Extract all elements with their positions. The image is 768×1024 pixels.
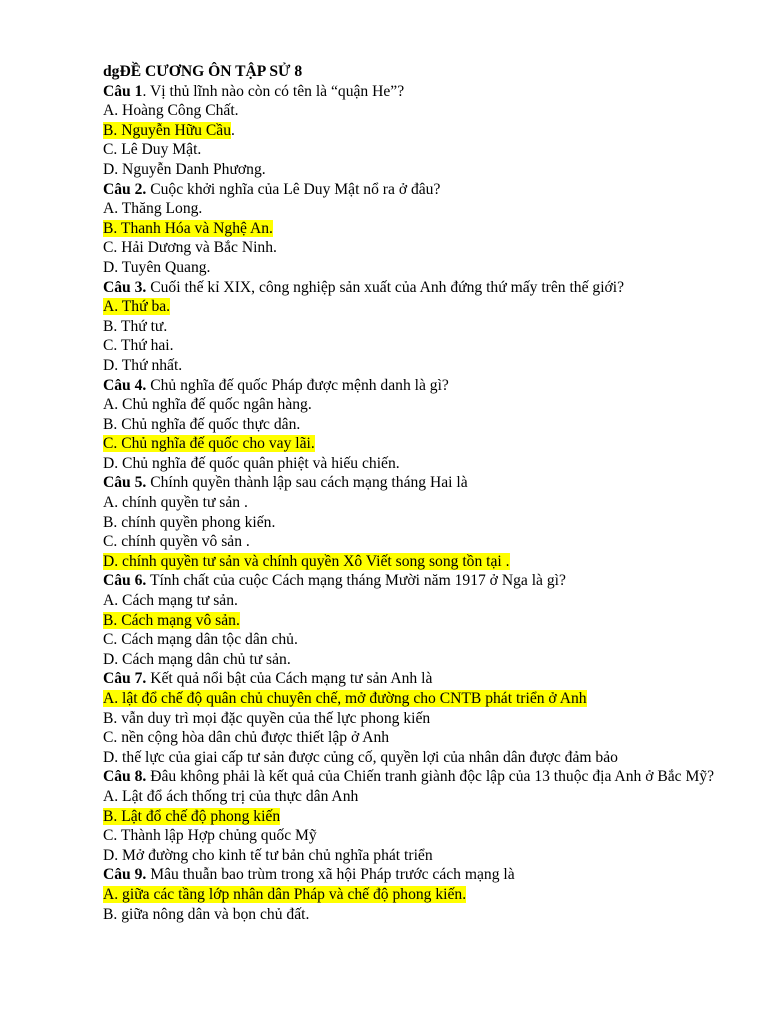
question-6: [103, 571, 733, 591]
option-c: C. nền cộng hòa dân chủ được thiết lập ở Anh: [103, 729, 390, 747]
option-b: B. vẫn duy trì mọi đặc quyền của thế lực phong kiến: [103, 709, 431, 727]
option-c: C. Cách mạng dân tộc dân chủ.: [103, 631, 298, 649]
question-3: [103, 278, 733, 298]
question-number: Câu 2.: [103, 180, 147, 198]
option-d: D. Tuyên Quang.: [103, 258, 211, 276]
highlighted-answer: A. lật đổ chế độ quân chủ chuyên chế, mở đường cho CNTB phát triển ở Anh: [103, 690, 587, 707]
option-a: A. Lật đổ ách thống trị của thực dân Anh: [103, 787, 359, 805]
option-suffix: .: [231, 121, 235, 139]
option-c: C. chính quyền vô sản .: [103, 533, 250, 551]
option-d: D. Thứ nhất.: [103, 356, 183, 374]
option-d: D. Nguyễn Danh Phương.: [103, 160, 266, 178]
question-4: [103, 376, 733, 396]
document-page: [103, 62, 733, 924]
option-a: [103, 689, 733, 709]
option-d: D. Mở đường cho kinh tế tư bản chủ nghĩa phát triển: [103, 846, 433, 864]
question-5: [103, 473, 733, 493]
option-a: [103, 297, 733, 317]
highlighted-answer: A. giữa các tầng lớp nhân dân Pháp và chế độ phong kiến.: [103, 885, 467, 903]
question-number: Câu 3.: [103, 278, 147, 296]
option-a: A. Hoàng Công Chất.: [103, 102, 239, 120]
option-c: [103, 434, 733, 454]
question-text: Tính chất của cuộc Cách mạng tháng Mười năm 1917 ở Nga là gì?: [146, 572, 566, 590]
option-c: C. Thành lập Hợp chủng quốc Mỹ: [103, 827, 317, 845]
question-text: Đâu không phải là kết quả của Chiến tranh giành độc lập của 13 thuộc địa Anh ở Bắc Mỹ?: [146, 768, 715, 786]
question-number: Câu 1: [103, 82, 143, 100]
option-b: [103, 219, 733, 239]
document-title: dgĐỀ CƯƠNG ÔN TẬP SỬ 8: [103, 63, 303, 80]
question-7: [103, 669, 733, 689]
question-number: Câu 4.: [103, 376, 147, 394]
question-text: Cuộc khởi nghĩa của Lê Duy Mật nổ ra ở đâu?: [146, 180, 441, 198]
option-b: B. Thứ tư.: [103, 317, 168, 335]
highlighted-answer: A. Thứ ba.: [103, 298, 171, 316]
question-number: Câu 8.: [103, 768, 147, 786]
question-text: Mâu thuẫn bao trùm trong xã hội Pháp trước cách mạng là: [146, 866, 515, 884]
highlighted-answer: B. Thanh Hóa và Nghệ An.: [103, 219, 273, 237]
question-number: Câu 7.: [103, 670, 147, 688]
option-a: [103, 885, 733, 905]
option-b: [103, 121, 733, 141]
highlighted-answer: B. Nguyễn Hữu Cầu: [103, 121, 231, 139]
question-text: Chủ nghĩa đế quốc Pháp được mệnh danh là gì?: [146, 376, 449, 394]
option-b: B. giữa nông dân và bọn chủ đất.: [103, 905, 310, 923]
highlighted-answer: D. chính quyền tư sản và chính quyền Xô Viết song song tồn tại .: [103, 552, 510, 570]
question-text: Kết quả nổi bật của Cách mạng tư sản Anh là: [146, 670, 433, 688]
option-b: [103, 807, 733, 827]
option-c: C. Lê Duy Mật.: [103, 141, 202, 159]
option-b: B. Chủ nghĩa đế quốc thực dân.: [103, 415, 301, 433]
question-9: [103, 865, 733, 885]
option-b: B. chính quyền phong kiến.: [103, 513, 276, 531]
highlighted-answer: B. Cách mạng vô sản.: [103, 611, 240, 629]
question-text: . Vị thủ lĩnh nào còn có tên là “quận He”?: [142, 82, 405, 100]
option-a: A. Cách mạng tư sản.: [103, 592, 238, 610]
question-text: Cuối thế kỉ XIX, công nghiệp sản xuất của Anh đứng thứ mấy trên thế giới?: [146, 278, 625, 296]
option-d: D. Chủ nghĩa đế quốc quân phiệt và hiếu chiến.: [103, 454, 400, 472]
question-8: [103, 767, 733, 787]
question-2: [103, 180, 733, 200]
option-d: D. Cách mạng dân chủ tư sản.: [103, 650, 291, 668]
option-b: [103, 611, 733, 631]
question-number: Câu 6.: [103, 572, 147, 590]
question-text: Chính quyền thành lập sau cách mạng tháng Hai là: [146, 474, 468, 492]
option-d: [103, 552, 733, 572]
option-c: C. Hải Dương và Bắc Ninh.: [103, 239, 277, 257]
question-1: [103, 82, 733, 102]
highlighted-answer: C. Chủ nghĩa đế quốc cho vay lãi.: [103, 435, 315, 453]
option-a: A. Thăng Long.: [103, 200, 203, 218]
question-number: Câu 5.: [103, 474, 147, 492]
option-c: C. Thứ hai.: [103, 337, 174, 355]
option-a: A. chính quyền tư sản .: [103, 494, 248, 512]
option-d: D. thế lực của giai cấp tư sản được củng cố, quyền lợi của nhân dân được đảm bảo: [103, 748, 618, 766]
option-a: A. Chủ nghĩa đế quốc ngân hàng.: [103, 396, 312, 414]
highlighted-answer: B. Lật đổ chế độ phong kiến: [103, 807, 281, 825]
question-number: Câu 9.: [103, 866, 147, 884]
